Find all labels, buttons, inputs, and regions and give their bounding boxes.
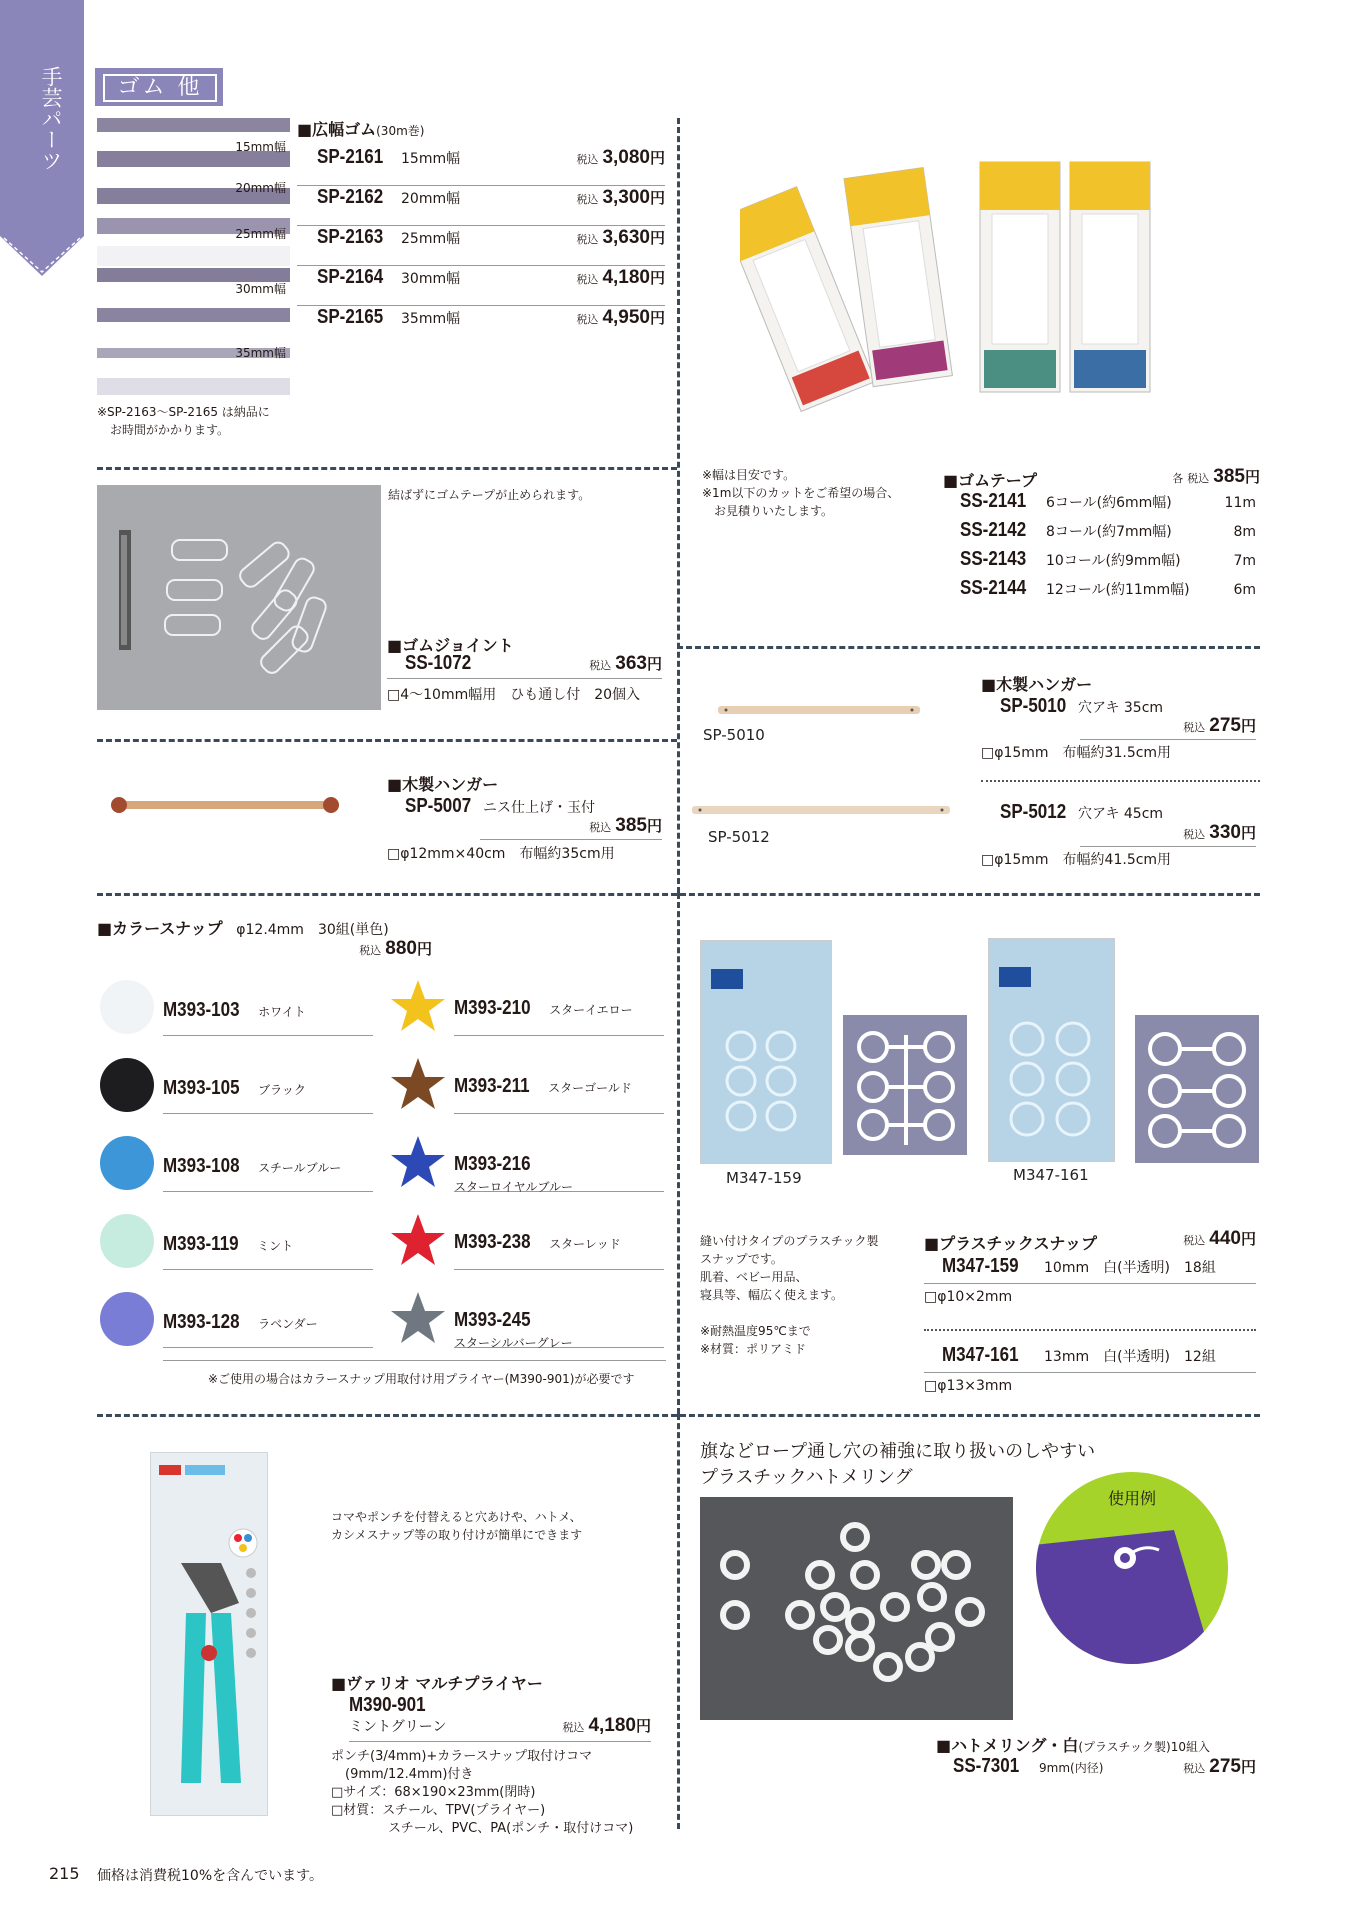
snap-swatch-star xyxy=(388,1133,448,1193)
star-snap-item: M393-245 スターシルバーグレー xyxy=(388,1289,668,1367)
hanger-5010-spec: □φ15mm 布幅約31.5cm用 xyxy=(981,745,1172,761)
wide-elastic-row: SP-2165 35mm幅 税込 4,950円 xyxy=(317,306,665,328)
gomu-tape-note-2: ※1m以下のカットをご希望の場合、 xyxy=(702,486,900,500)
divider-joint-top xyxy=(97,467,677,470)
gomu-tape-row: SS-2144 12コール(約11mm幅) 6m xyxy=(960,577,1256,599)
gomu-tape-list xyxy=(960,490,1256,606)
hanger-5012-price: 税込 330円 xyxy=(1080,822,1256,847)
width-label-20: 20mm幅 xyxy=(235,181,286,195)
column-divider-bottom xyxy=(677,1414,680,1829)
gomu-tape-row: SS-2141 6コール(約6mm幅) 11m xyxy=(960,490,1256,512)
wide-elastic-row: SP-2161 15mm幅 税込 3,080円 xyxy=(297,146,665,186)
column-divider-top xyxy=(677,118,680,893)
plier-title: ■ヴァリオ マルチプライヤー xyxy=(331,1674,543,1693)
page-number: 215 xyxy=(49,1864,80,1883)
hanger-5012-photo xyxy=(690,800,952,820)
grommet-title: ■ハトメリング・白(プラスチック製)10組入 xyxy=(936,1736,1211,1755)
wide-elastic-title: ■広幅ゴム(30m巻) xyxy=(297,120,425,139)
wide-elastic-row: SP-2162 20mm幅 税込 3,300円 xyxy=(297,186,665,226)
snap-swatch-round xyxy=(99,1291,159,1351)
side-tab-label: 手芸パーツ xyxy=(39,66,63,171)
plastic-snap-row-159: M347-159 10mm 白(半透明) 18組 xyxy=(924,1255,1256,1284)
plier-spec-1: ポンチ(3/4mm)+カラースナップ取付けコマ xyxy=(331,1749,593,1764)
hanger-5010-photo xyxy=(716,700,922,720)
plastic-snap-caption-6: ※材質：ポリアミド xyxy=(700,1342,807,1356)
snap-swatch-round xyxy=(99,1135,159,1195)
snap-swatch-star xyxy=(388,1289,448,1349)
width-label-35: 35mm幅 xyxy=(235,346,286,360)
plier-caption-1: コマやポンチを付替えると穴あけや、ハトメ、 xyxy=(331,1510,582,1524)
plastic-snap-label-161: M347-161 xyxy=(1013,1166,1089,1184)
plastic-snap-photo-161 xyxy=(1135,1015,1259,1163)
plastic-snap-spec-161: □φ13×3mm xyxy=(924,1378,1013,1394)
plier-color-row: ミントグリーン 税込 4,180円 xyxy=(349,1715,651,1742)
snap-swatch-star xyxy=(388,977,448,1037)
width-label-25: 25mm幅 xyxy=(235,227,286,241)
column-divider-middle xyxy=(677,893,680,1414)
plastic-snap-label-159: M347-159 xyxy=(726,1169,802,1187)
plastic-snap-row-161: M347-161 13mm 白(半透明) 12組 xyxy=(924,1344,1256,1373)
star-snap-item: M393-238 スターレッド xyxy=(388,1211,668,1289)
grommet-headline-1: 旗などロープ通し穴の補強に取り扱いのしやすい xyxy=(700,1441,1096,1462)
plastic-snap-dotted-divider xyxy=(924,1329,1256,1331)
plastic-snap-title: ■プラスチックスナップ xyxy=(924,1234,1098,1253)
gomu-tape-note-1: ※幅は目安です。 xyxy=(702,468,796,482)
plastic-snap-package-159 xyxy=(700,940,832,1164)
star-snap-item: M393-216 スターロイヤルブルー xyxy=(388,1133,668,1211)
round-snap-item: M393-108 スチールブルー xyxy=(97,1133,377,1211)
hanger-5012-spec: □φ15mm 布幅約41.5cm用 xyxy=(981,852,1172,868)
snap-swatch-round xyxy=(99,1213,159,1273)
gomu-tape-photo xyxy=(740,150,1160,430)
hanger-5010-photo-label: SP-5010 xyxy=(703,726,765,744)
color-snap-bottom-rule xyxy=(163,1360,666,1361)
round-snap-list xyxy=(97,977,377,1367)
snap-swatch-star xyxy=(388,1055,448,1115)
plastic-snap-spec-159: □φ10×2mm xyxy=(924,1289,1013,1305)
hanger-5010-code-row: SP-5010 穴アキ 35cm xyxy=(1000,695,1164,717)
grommet-photo xyxy=(700,1497,1013,1720)
gomu-joint-caption: 結ばずにゴムテープが止められます。 xyxy=(388,488,591,502)
snap-swatch-star xyxy=(388,1211,448,1271)
divider-hanger-right-top xyxy=(677,646,1260,649)
snap-swatch-round xyxy=(99,1057,159,1117)
gomu-joint-photo xyxy=(97,485,381,710)
hanger-5012-photo-label: SP-5012 xyxy=(708,828,770,846)
width-label-15: 15mm幅 xyxy=(235,140,286,154)
color-snap-price: 税込 880円 xyxy=(359,938,432,959)
plier-spec-3: □サイズ：68×190×23mm(閉時) xyxy=(331,1785,536,1800)
gomu-tape-row: SS-2143 10コール(約9mm幅) 7m xyxy=(960,548,1256,570)
hanger-dotted-divider xyxy=(981,780,1260,782)
wide-elastic-photo xyxy=(97,118,290,395)
wide-elastic-row: SP-2163 25mm幅 税込 3,630円 xyxy=(297,226,665,266)
gomu-tape-price: 各 税込 385円 xyxy=(1172,466,1260,487)
plier-caption-2: カシメスナップ等の取り付けが簡単にできます xyxy=(331,1528,583,1542)
plier-spec-2: (9mm/12.4mm)付き xyxy=(345,1767,474,1782)
hanger-5007-spec: □φ12mm×40cm 布幅約35cm用 xyxy=(387,846,615,862)
section-badge-label: ゴム 他 xyxy=(103,74,217,102)
plastic-snap-package-161 xyxy=(988,938,1115,1162)
plastic-snap-caption-4: 寝具等、幅広く使えます。 xyxy=(700,1288,844,1302)
star-snap-item: M393-210 スターイエロー xyxy=(388,977,668,1055)
footer-note: 価格は消費税10%を含んでいます。 xyxy=(97,1868,323,1884)
round-snap-item: M393-105 ブラック xyxy=(97,1055,377,1133)
width-label-30: 30mm幅 xyxy=(235,282,286,296)
round-snap-item: M393-103 ホワイト xyxy=(97,977,377,1055)
grommet-usage-label: 使用例 xyxy=(1108,1489,1157,1508)
wide-elastic-row: SP-2164 30mm幅 税込 4,180円 xyxy=(297,266,665,306)
hanger-5007-code-row: SP-5007 ニス仕上げ・玉付 xyxy=(405,795,595,817)
plier-package xyxy=(150,1452,268,1816)
hanger-5010-price: 税込 275円 xyxy=(1080,715,1256,740)
color-snap-title: ■カラースナップ φ12.4mm 30組(単色) xyxy=(97,919,389,938)
plier-spec-4: □材質：スチール、TPV(プライヤー) xyxy=(331,1803,546,1818)
plier-code: M390-901 xyxy=(349,1694,426,1716)
gomu-tape-title: ■ゴムテープ xyxy=(943,471,1037,490)
hanger-5007-photo xyxy=(105,790,345,820)
gomu-tape-note-3: お見積りいたします。 xyxy=(714,504,834,518)
gomu-tape-row: SS-2142 8コール(約7mm幅) 8m xyxy=(960,519,1256,541)
wide-elastic-note-2: お時間がかかります。 xyxy=(110,423,230,437)
plastic-snap-caption-3: 肌着、ベビー用品、 xyxy=(700,1270,808,1284)
hanger-5012-code-row: SP-5012 穴アキ 45cm xyxy=(1000,801,1164,823)
wide-elastic-note-1: ※SP-2163～SP-2165 は納品に xyxy=(97,405,270,419)
round-snap-item: M393-119 ミント xyxy=(97,1211,377,1289)
plastic-snap-photo-159 xyxy=(843,1015,967,1155)
divider-hanger-left-top xyxy=(97,739,677,742)
star-snap-item: M393-211 スターゴールド xyxy=(388,1055,668,1133)
star-snap-list xyxy=(388,977,668,1367)
grommet-headline-2: プラスチックハトメリング xyxy=(700,1467,913,1488)
snap-swatch-round xyxy=(99,979,159,1039)
gomu-joint-spec: □4～10mm幅用 ひも通し付 20個入 xyxy=(387,687,641,703)
gomu-joint-row: SS-1072 税込 363円 xyxy=(387,652,662,679)
hanger-5007-title: ■木製ハンガー xyxy=(387,775,499,794)
hanger-5007-price: 税込 385円 xyxy=(480,815,662,840)
round-snap-item: M393-128 ラベンダー xyxy=(97,1289,377,1367)
plastic-snap-caption-1: 縫い付けタイプのプラスチック製 xyxy=(700,1234,879,1248)
color-snap-note: ※ご使用の場合はカラースナップ用取付け用プライヤー(M390-901)が必要です xyxy=(208,1372,635,1386)
plastic-snap-caption-2: スナップです。 xyxy=(700,1252,783,1266)
wide-elastic-list xyxy=(297,146,665,345)
gomu-joint-title: ■ゴムジョイント xyxy=(387,636,514,655)
plier-spec-5: スチール、PVC、PA(ポンチ・取付けコマ) xyxy=(388,1821,634,1836)
plastic-snap-price: 税込 440円 xyxy=(1183,1228,1256,1249)
grommet-row: SS-7301 9mm(内径) 税込 275円 xyxy=(953,1755,1256,1777)
hanger-5010-title: ■木製ハンガー xyxy=(981,675,1093,694)
plastic-snap-caption-5: ※耐熱温度95℃まで xyxy=(700,1324,811,1338)
